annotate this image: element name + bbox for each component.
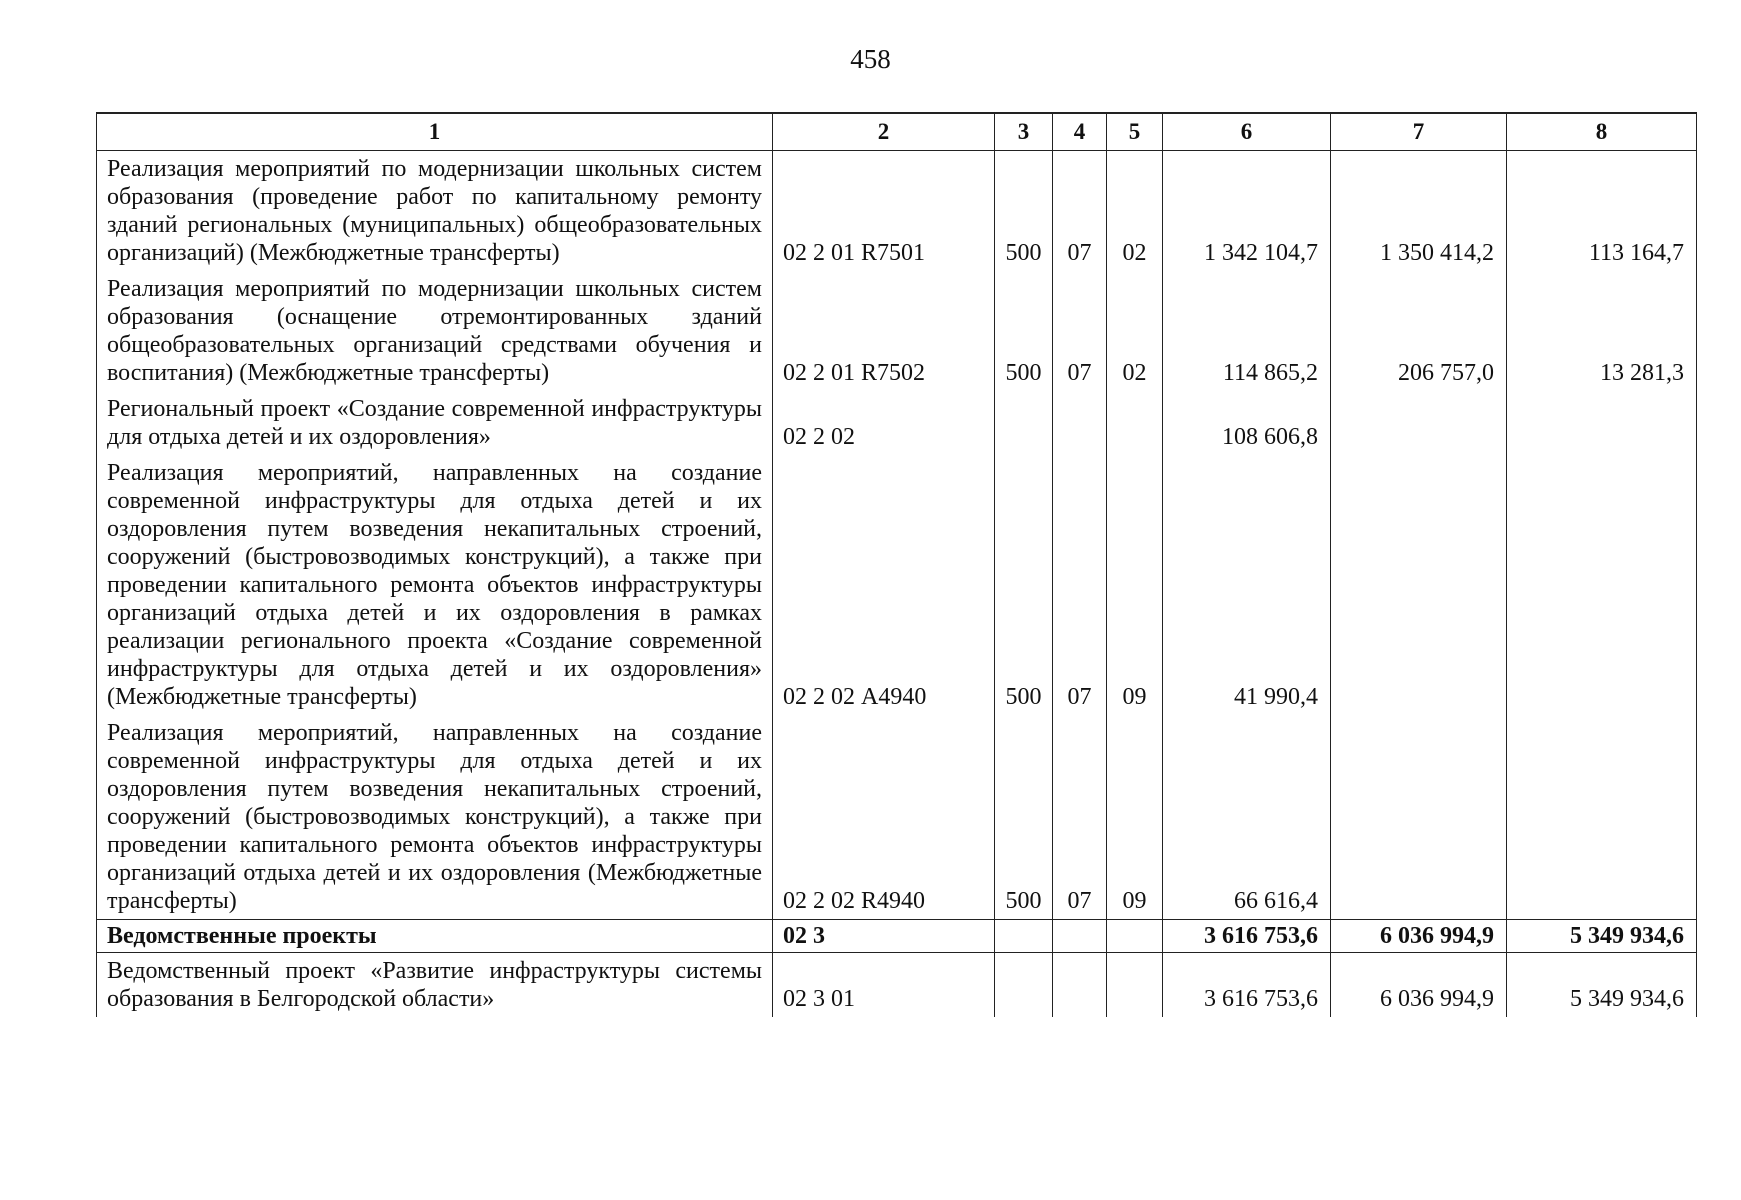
row-col-6: 41 990,4 [1163, 455, 1331, 715]
row-description: Ведомственные проекты [97, 920, 773, 953]
row-col-4: 07 [1053, 271, 1107, 391]
row-col-6: 66 616,4 [1163, 715, 1331, 920]
row-col-8: 13 281,3 [1507, 271, 1697, 391]
row-code: 02 2 02 R4940 [773, 715, 995, 920]
row-code: 02 2 01 R7501 [773, 151, 995, 272]
row-description: Реализация мероприятий по модернизации школьных систем образования (проведение работ по капитальному ремонту зданий региональных (муниципальных) общеобразовательных организаций) (Межбюджетные трансферты) [97, 151, 773, 272]
row-col-3: 500 [995, 715, 1053, 920]
row-col-6: 3 616 753,6 [1163, 953, 1331, 1018]
row-col-4: 07 [1053, 455, 1107, 715]
row-description: Реализация мероприятий, направленных на создание современной инфраструктуры для отдыха детей и их оздоровления путем возведения некапитальных строений, сооружений (быстровозводимых конструкций), а также при проведении капитального ремонта объектов инфраструктуры организаций отдыха детей и их оздоровления в рамках реализации регионального проекта «Создание современной инфраструктуры для отдыха детей и их оздоровления» (Межбюджетные трансферты) [97, 455, 773, 715]
row-code: 02 3 01 [773, 953, 995, 1018]
table-row [97, 455, 1697, 715]
row-col-6: 1 342 104,7 [1163, 151, 1331, 272]
table-row [97, 715, 1697, 920]
row-description: Ведомственный проект «Развитие инфраструктуры системы образования в Белгородской области» [97, 953, 773, 1018]
table-row [97, 151, 1697, 272]
row-col-7 [1331, 455, 1507, 715]
header-row [97, 113, 1697, 151]
row-col-6: 3 616 753,6 [1163, 920, 1331, 953]
column-header-8: 8 [1507, 113, 1697, 151]
row-col-8 [1507, 455, 1697, 715]
row-description: Реализация мероприятий, направленных на создание современной инфраструктуры для отдыха детей и их оздоровления путем возведения некапитальных строений, сооружений (быстровозводимых конструкций), а также при проведении капитального ремонта объектов инфраструктуры организаций отдыха детей и их оздоровления (Межбюджетные трансферты) [97, 715, 773, 920]
row-col-4 [1053, 391, 1107, 455]
column-header-2: 2 [773, 113, 995, 151]
table-row [97, 391, 1697, 455]
page-number: 458 [850, 44, 891, 74]
row-code: 02 3 [773, 920, 995, 953]
row-col-6: 114 865,2 [1163, 271, 1331, 391]
row-col-8 [1507, 391, 1697, 455]
column-header-3: 3 [995, 113, 1053, 151]
column-header-5: 5 [1107, 113, 1163, 151]
row-col-3 [995, 920, 1053, 953]
row-col-8: 5 349 934,6 [1507, 953, 1697, 1018]
row-col-7: 206 757,0 [1331, 271, 1507, 391]
row-code: 02 2 01 R7502 [773, 271, 995, 391]
row-col-4 [1053, 953, 1107, 1018]
row-col-4: 07 [1053, 151, 1107, 272]
row-col-3: 500 [995, 455, 1053, 715]
row-col-8: 113 164,7 [1507, 151, 1697, 272]
row-col-7: 1 350 414,2 [1331, 151, 1507, 272]
row-col-5: 09 [1107, 455, 1163, 715]
row-col-5: 02 [1107, 151, 1163, 272]
row-description: Реализация мероприятий по модернизации школьных систем образования (оснащение отремонтированных зданий общеобразовательных организаций средствами обучения и воспитания) (Межбюджетные трансферты) [97, 271, 773, 391]
row-col-7 [1331, 391, 1507, 455]
row-description: Региональный проект «Создание современной инфраструктуры для отдыха детей и их оздоровления» [97, 391, 773, 455]
table-row [97, 271, 1697, 391]
row-col-3: 500 [995, 271, 1053, 391]
row-col-4: 07 [1053, 715, 1107, 920]
table-row [97, 953, 1697, 1018]
row-col-5: 09 [1107, 715, 1163, 920]
row-col-5 [1107, 920, 1163, 953]
row-col-8 [1507, 715, 1697, 920]
row-col-5: 02 [1107, 271, 1163, 391]
row-col-4 [1053, 920, 1107, 953]
column-header-7: 7 [1331, 113, 1507, 151]
row-col-7 [1331, 715, 1507, 920]
budget-table [96, 112, 1697, 1017]
row-code: 02 2 02 А4940 [773, 455, 995, 715]
row-col-8: 5 349 934,6 [1507, 920, 1697, 953]
row-col-5 [1107, 391, 1163, 455]
table-row-section-total [97, 920, 1697, 953]
row-code: 02 2 02 [773, 391, 995, 455]
row-col-5 [1107, 953, 1163, 1018]
row-col-7: 6 036 994,9 [1331, 920, 1507, 953]
row-col-3 [995, 391, 1053, 455]
row-col-7: 6 036 994,9 [1331, 953, 1507, 1018]
row-col-6: 108 606,8 [1163, 391, 1331, 455]
column-header-4: 4 [1053, 113, 1107, 151]
column-header-6: 6 [1163, 113, 1331, 151]
row-col-3 [995, 953, 1053, 1018]
row-col-3: 500 [995, 151, 1053, 272]
column-header-1: 1 [97, 113, 773, 151]
